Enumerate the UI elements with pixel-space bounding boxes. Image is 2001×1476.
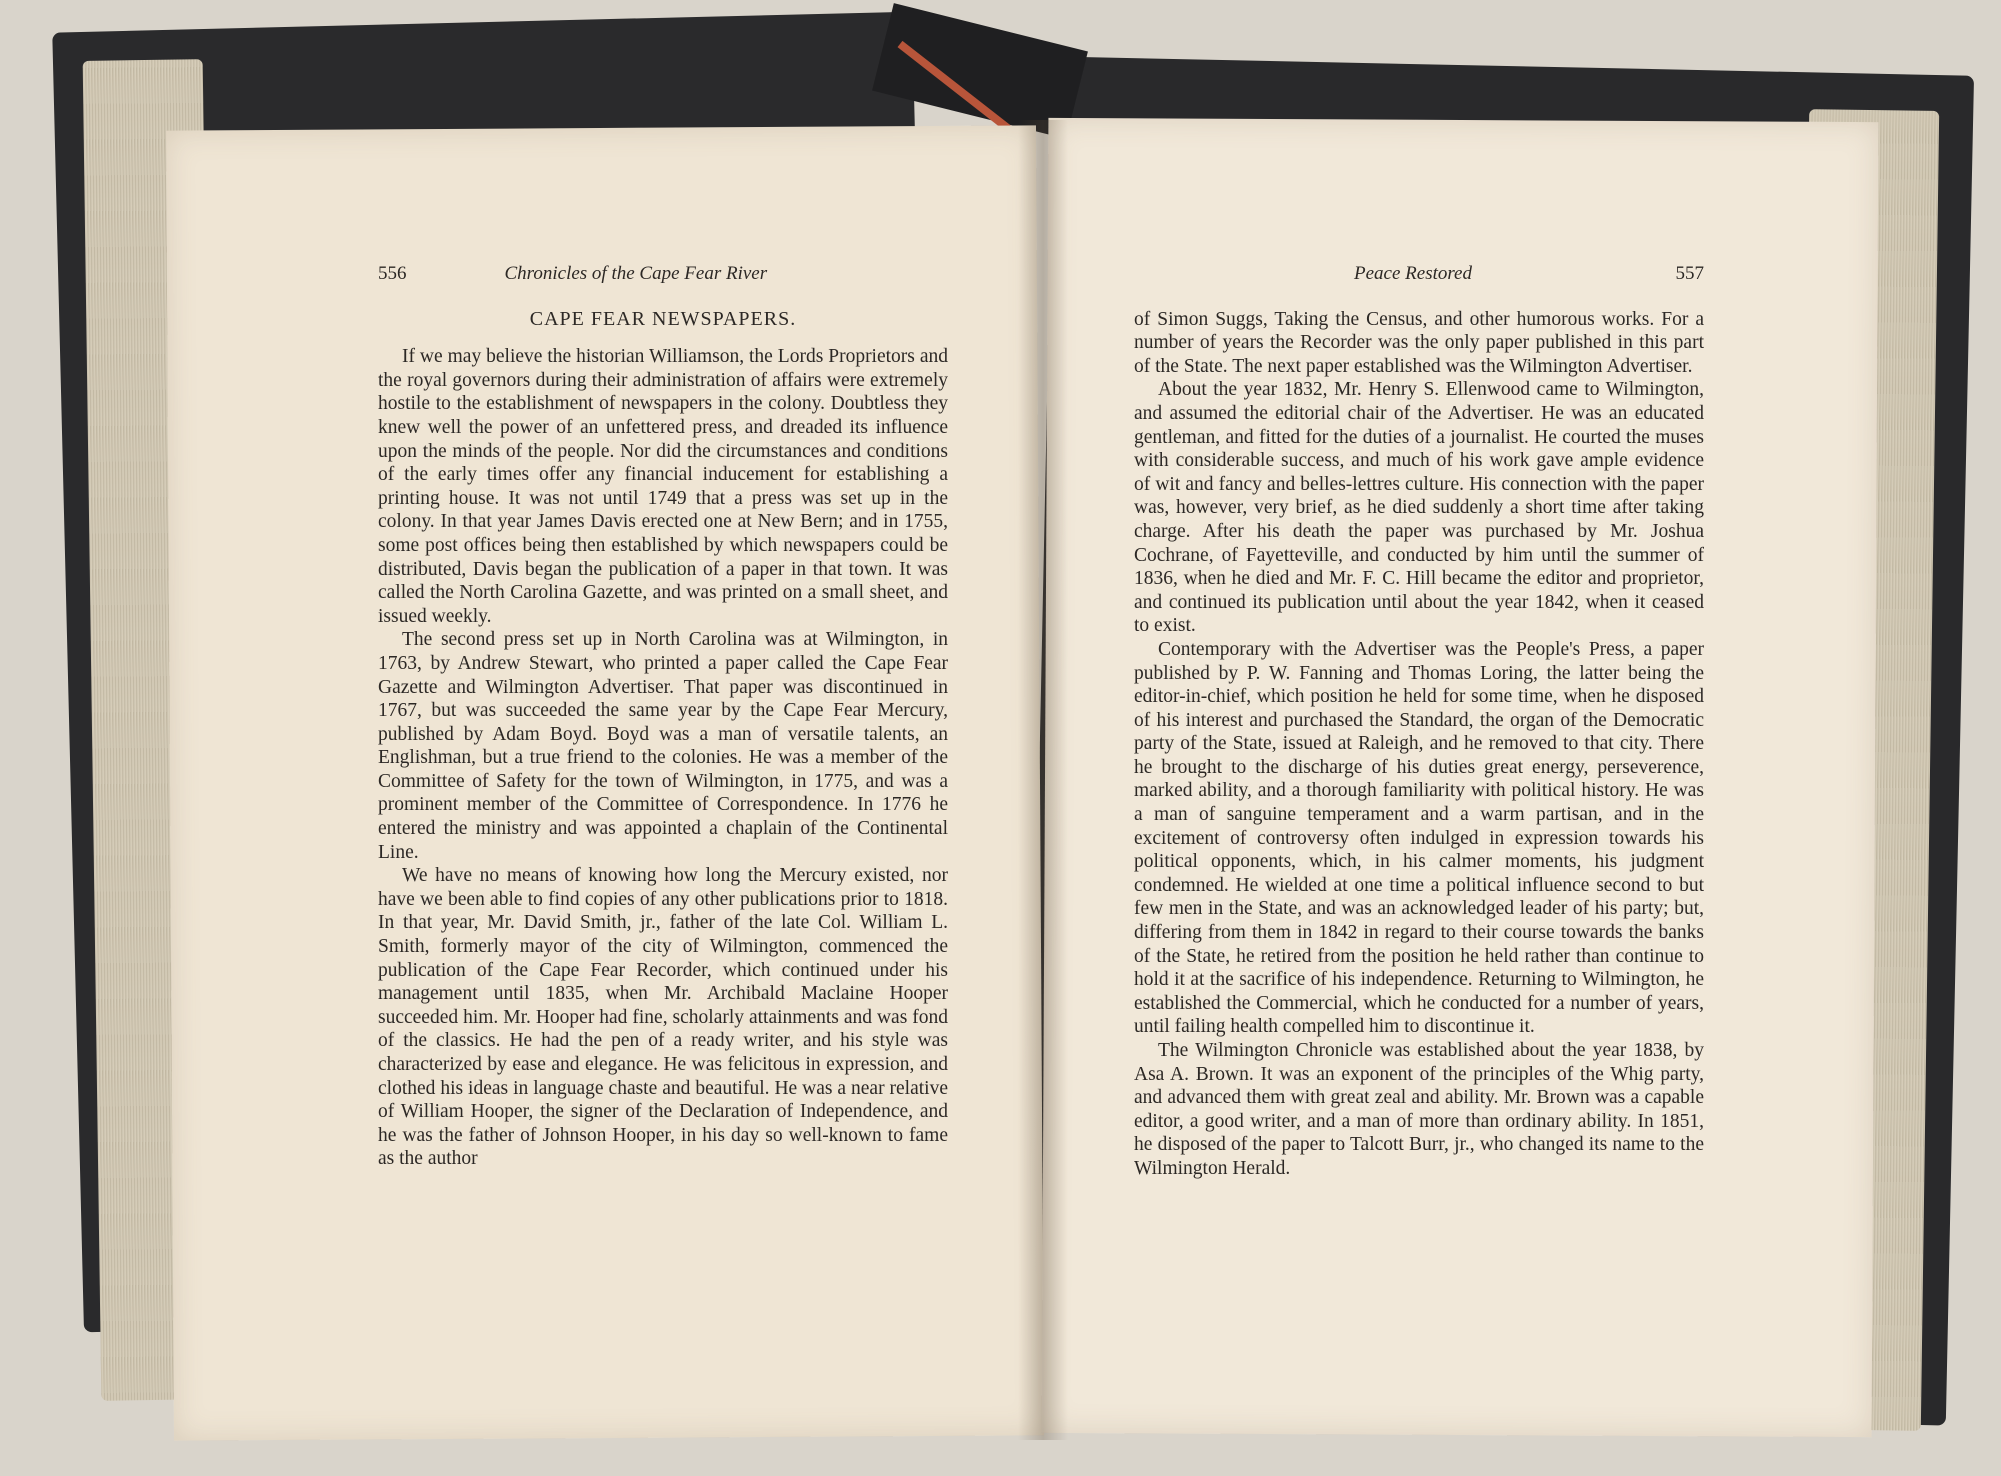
left-page-number: 556 [378, 263, 407, 284]
paragraph: The second press set up in North Carolina was at Wilmington, in 1763, by Andrew Stewart, who printed a paper called the Cape Fear Gazette and Wilmington Advertiser. That paper was discontinued in 1767, but was succeeded the same year by the Cape Fear Mercury, published by Adam Boyd. Boyd was a man of versatile talents, an Englishman, but a true friend to the colonies. He was a member of the Committee of Safety for the town of Wilmington, in 1775, and was a prominent member of the Committee of Correspondence. In 1776 he entered the ministry and was appointed a chaplain of the Continental Line. [378, 629, 948, 863]
left-running-head [378, 262, 948, 286]
paragraph: About the year 1832, Mr. Henry S. Ellenwood came to Wilmington, and assumed the editorial chair of the Advertiser. He was an educated gentleman, and fitted for the duties of a journalist. He courted the muses with considerable success, and much of his work gave ample evidence of wit and fancy and belles-lettres culture. His connection with the paper was, however, very brief, as he died suddenly a short time after taking charge. After his death the paper was purchased by Mr. Joshua Cochrane, of Fayetteville, and conducted by him until the summer of 1836, when he died and Mr. F. C. Hill became the editor and proprietor, and continued its publication until about the year 1842, when it ceased to exist. [1134, 379, 1704, 637]
paragraph: The Wilmington Chronicle was established about the year 1838, by Asa A. Brown. It was an exponent of the principles of the Whig party, and advanced them with great zeal and ability. Mr. Brown was a capable editor, a good writer, and a man of more than ordinary ability. In 1851, he disposed of the paper to Talcott Burr, jr., who changed its name to the Wilmington Herald. [1134, 1040, 1704, 1179]
book-gutter [1018, 120, 1068, 1440]
right-running-head [1134, 262, 1704, 286]
paragraph: Contemporary with the Advertiser was the People's Press, a paper published by P. W. Fanning and Thomas Loring, the latter being the editor-in-chief, which position he held for some time, when he disposed of his interest and purchased the Standard, the organ of the Democratic party of the State, issued at Raleigh, and he removed to that city. There he brought to the discharge of his duties great energy, perseverence, marked ability, and a thorough familiarity with political history. He was a man of sanguine temperament and a warm partisan, and in the excitement of controversy often indulged in expression towards his political opponents, which, in his calmer moments, his judgment condemned. He wielded at one time a political influence second to but few men in the State, and was an acknowledged leader of his party; but, differing from them in 1842 in regard to their course towards the banks of the State, he retired from the position he held rather than continue to hold it at the sacrifice of his independence. Returning to Wilmington, he established the Commercial, which he conducted for a number of years, until failing health compelled him to discontinue it. [1134, 638, 1704, 1038]
left-running-title: Chronicles of the Cape Fear River [504, 263, 768, 284]
left-page-text [378, 262, 948, 1171]
right-running-title: Peace Restored [1354, 263, 1472, 284]
right-page-number: 557 [1675, 263, 1704, 284]
paragraph: of Simon Suggs, Taking the Census, and other humorous works. For a number of years the Recorder was the only paper published in this part of the State. The next paper established was the Wilmington Advertiser. [1134, 308, 1704, 377]
right-page-text [1134, 262, 1704, 1181]
paragraph: If we may believe the historian Williamson, the Lords Proprietors and the royal governors during their administration of affairs were extremely hostile to the establishment of newspapers in the colony. Doubtless they knew well the power of an unfettered press, and dreaded its influence upon the minds of the people. Nor did the circumstances and conditions of the early times offer any financial inducement for establishing a printing house. It was not until 1749 that a press was set up in the colony. In that year James Davis erected one at New Bern; and in 1755, some post offices being then established by which newspapers could be distributed, Davis began the publication of a paper in that town. It was called the North Carolina Gazette, and was printed on a small sheet, and issued weekly. [378, 346, 948, 627]
paragraph: We have no means of knowing how long the Mercury existed, nor have we been able to find copies of any other publications prior to 1818. In that year, Mr. David Smith, jr., father of the late Col. William L. Smith, formerly mayor of the city of Wilmington, commenced the publication of the Cape Fear Recorder, which continued under his management until 1835, when Mr. Archibald Maclaine Hooper succeeded him. Mr. Hooper had fine, scholarly attainments and was fond of the classics. He had the pen of a ready writer, and his style was characterized by ease and elegance. He was felicitous in expression, and clothed his ideas in language chaste and beautiful. He was a near relative of William Hooper, the signer of the Declaration of Independence, and he was the father of Johnson Hooper, in his day so well-known to fame as the author [378, 865, 948, 1170]
section-heading: CAPE FEAR NEWSPAPERS. [529, 307, 797, 330]
